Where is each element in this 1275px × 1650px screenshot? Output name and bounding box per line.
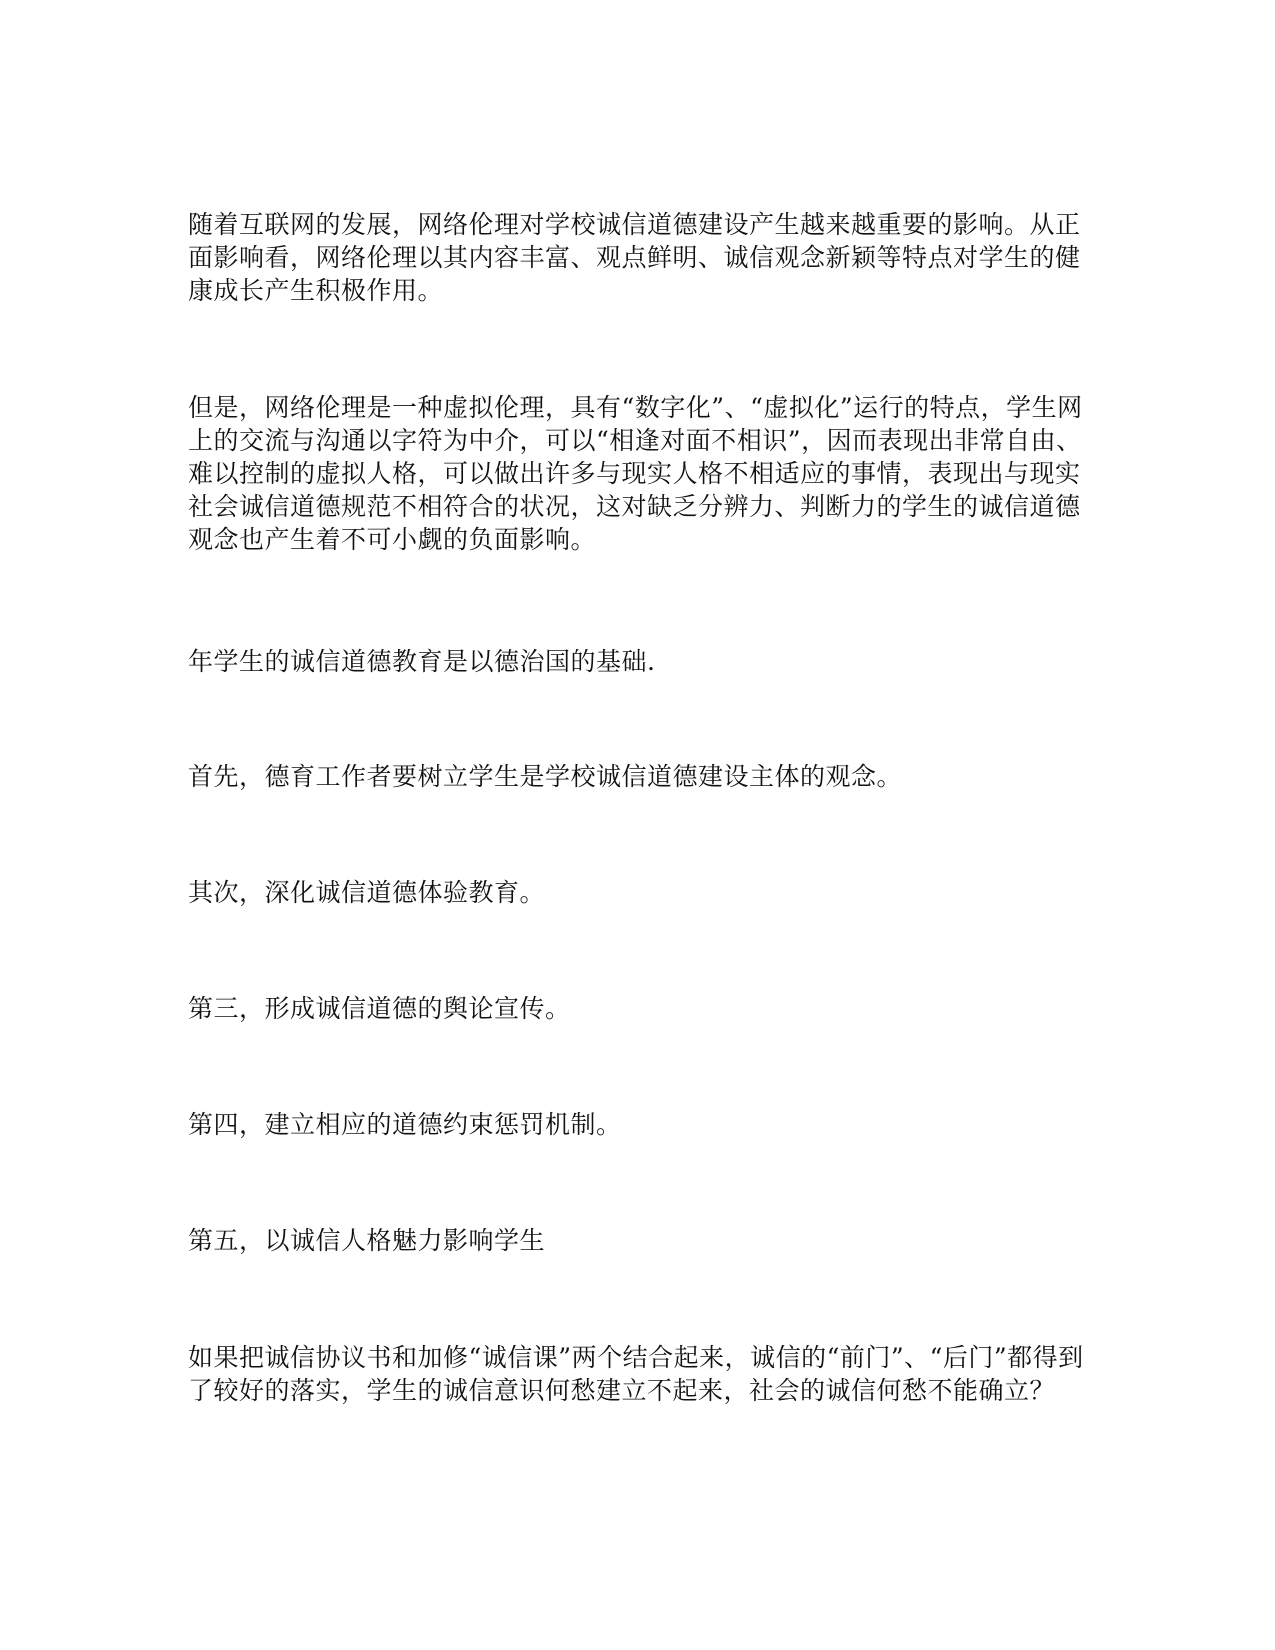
paragraph-second-point: 其次，深化诚信道德体验教育。: [188, 878, 546, 907]
paragraph-conclusion: 如果把诚信协议书和加修“诚信课”两个结合起来，诚信的“前门”、“后门”都得到了较好的落实，学生的诚信意识何愁建立不起来，社会的诚信何愁不能确立？: [188, 1343, 1084, 1405]
paragraph-internet-impact: 随着互联网的发展，网络伦理对学校诚信道德建设产生越来越重要的影响。从正面影响看，网络伦理以其内容丰富、观点鲜明、诚信观念新颖等特点对学生的健康成长产生积极作用。: [188, 210, 1081, 305]
paragraph-virtual-ethics: 但是，网络伦理是一种虚拟伦理，具有“数字化”、“虚拟化”运行的特点，学生网上的交流与沟通以字符为中介，可以“相逢对面不相识”，因而表现出非常自由、难以控制的虚拟人格，可以做出许多与现实人格不相适应的事情，表现出与现实社会诚信道德规范不相符合的状况，这对缺乏分辨力、判断力的学生的诚信道德观念也产生着不可小觑的负面影响。: [188, 393, 1083, 554]
paragraph-third-point: 第三，形成诚信道德的舆论宣传。: [188, 994, 571, 1023]
paragraph-foundation: 年学生的诚信道德教育是以德治国的基础.: [188, 647, 656, 676]
paragraph-first-point: 首先，德育工作者要树立学生是学校诚信道德建设主体的观念。: [188, 762, 903, 791]
paragraph-fifth-point: 第五，以诚信人格魅力影响学生: [188, 1226, 546, 1255]
paragraph-fourth-point: 第四，建立相应的道德约束惩罚机制。: [188, 1110, 622, 1139]
